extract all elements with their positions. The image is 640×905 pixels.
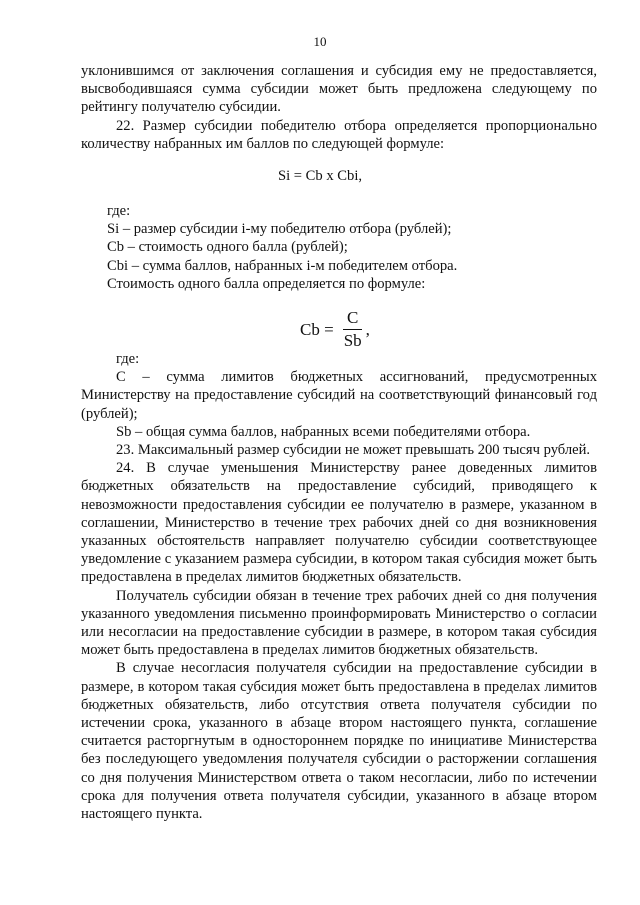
formula-numerator: C [343,308,362,330]
where-label-2: где: [116,351,140,367]
formula-cost-per-point [300,308,370,351]
definition-cbi: Cbi – сумма баллов, набранных i-м победителем отбора. [107,257,458,274]
text-block-bottom [81,350,597,823]
definition-sb: Sb – общая сумма баллов, набранных всеми победителями отбора. [116,423,531,440]
formula-denominator: Sb [343,331,362,350]
paragraph-23: 23. Максимальный размер субсидии не может превышать 200 тысяч рублей. [116,442,591,459]
definition-c: C – сумма лимитов бюджетных ассигнований, предусмотренных Министерству на предоставление субсидий на соответствующий финансовый год (рублей); [81,369,597,422]
paragraph-recipient: Получатель субсидии обязан в течение трех рабочих дней со дня получения указанного уведомления письменно проинформировать Министерство о согласии или несогласии на предоставление субсидии в размере, в котором такая субсидия может быть предоставлена в пределах лимитов бюджетных обязательств. [81,587,597,659]
definition-si: Si – размер субсидии i-му победителю отбора (рублей); [107,221,452,238]
paragraph-24: 24. В случае уменьшения Министерству ранее доведенных лимитов бюджетных обязательств на предоставление субсидий, приводящего к невозможности предоставления субсидии ее получателю в размере, указанном в соглашении, Министерство в течение трех рабочих дней со дня возникновения указанных обстоятельств направляет получателю субсидии соответствующее уведомление с указанием размера субсидии, в котором такая субсидия может быть предоставлена в пределах лимитов бюджетных обязательств. [81,460,597,586]
text-block-top [81,62,597,153]
formula-subsidy: Si = Cb x Cbi, [277,168,363,184]
page-number: 10 [313,34,327,49]
formula-suffix: , [365,319,370,339]
formula-lhs: Cb = [300,319,334,339]
cost-intro: Стоимость одного балла определяется по формуле: [107,275,426,292]
paragraph-22: 22. Размер субсидии победителю отбора определяется пропорционально количеству набранных им баллов по следующей формуле: [81,117,597,152]
paragraph-continuation: уклонившимся от заключения соглашения и субсидия ему не предоставляется, высвободившаяся сумма субсидии может быть предложена следующему по рейтингу получателю субсидии. [81,63,597,116]
where-label: где: [107,203,131,219]
paragraph-disagree: В случае несогласия получателя субсидии на предоставление субсидии в размере, в котором такая субсидия может быть предоставлена в пределах лимитов бюджетных обязательств, либо отсутствия ответа получателя субсидии по истечении срока, указанного в абзаце втором настоящего пункта, соглашение считается расторгнутым в одностороннем порядке по инициативе Министерства без последующего уведомления получателя субсидии о расторжении соглашения со дня получения Министерством ответа о таком несогласии, либо по истечении срока для получения ответа получателя субсидии, указанного в абзаце втором настоящего пункта. [81,660,597,823]
definitions-block-1 [107,202,597,293]
definition-cb: Cb – стоимость одного балла (рублей); [107,239,348,256]
formula-fraction [340,308,366,351]
